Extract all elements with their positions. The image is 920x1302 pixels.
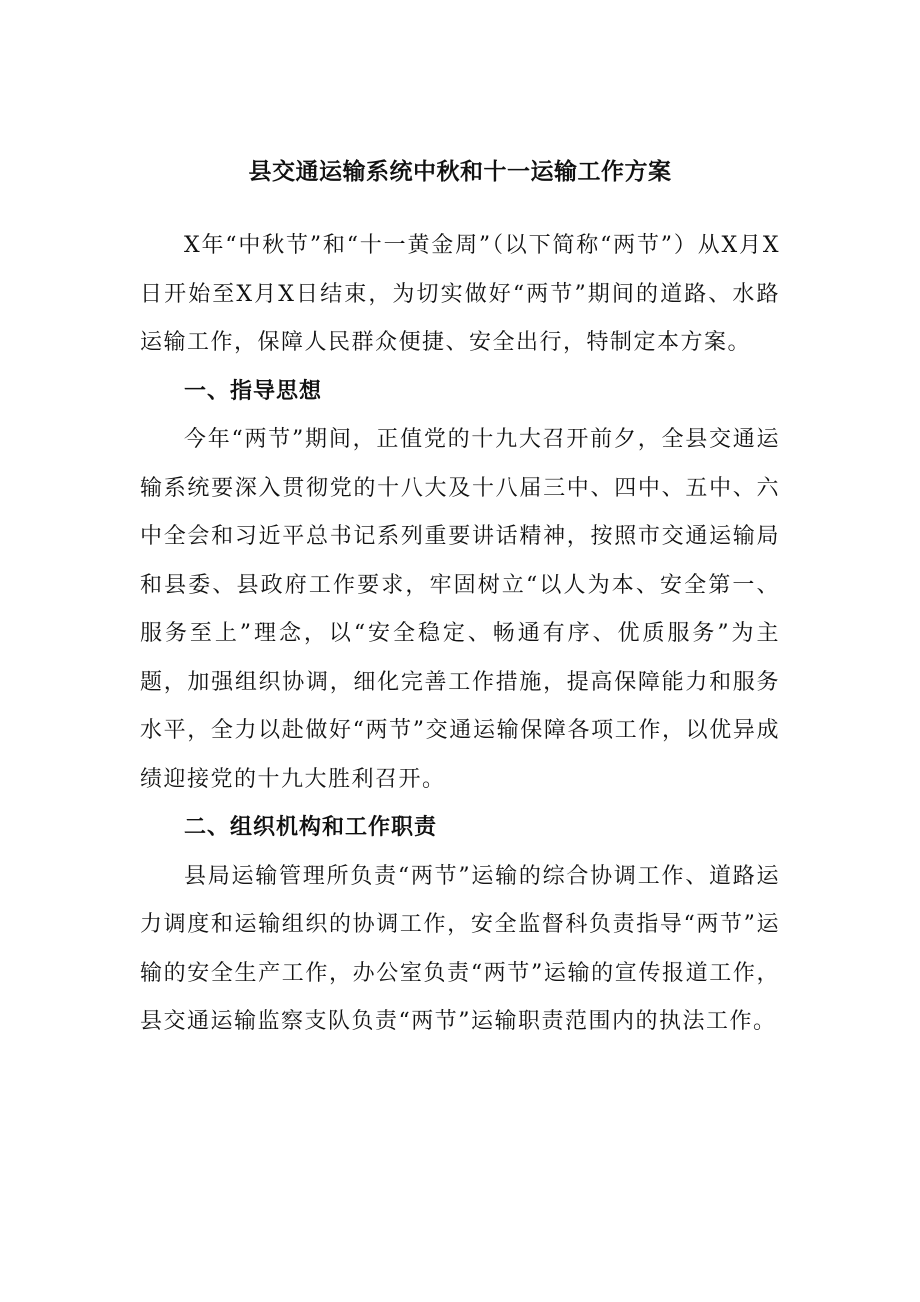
intro-paragraph: X年“中秋节”和“十一黄金周”（以下简称“两节”）从X月X日开始至X月X日结束，为切实做好“两节”期间的道路、水路运输工作，保障人民群众便捷、安全出行，特制定本方案。 (140, 233, 780, 355)
document-page (140, 148, 780, 1047)
section-heading-guiding-ideology: 一、指导思想 (184, 378, 323, 404)
section-body-organization-duties: 县局运输管理所负责“两节”运输的综合协调工作、道路运力调度和运输组织的协调工作，安全监督科负责指导“两节”运输的安全生产工作，办公室负责“两节”运输的宣传报道工作，县交通运输监察支队负责“两节”运输职责范围内的执法工作。 (140, 863, 780, 1034)
section-heading-organization-duties: 二、组织机构和工作职责 (184, 815, 438, 840)
document-title: 县交通运输系统中秋和十一运输工作方案 (248, 159, 672, 185)
section-body-guiding-ideology: 今年“两节”期间，正值党的十九大召开前夕，全县交通运输系统要深入贯彻党的十八大及十八届三中、四中、五中、六中全会和习近平总书记系列重要讲话精神，按照市交通运输局和县委、县政府工作要求，牢固树立“以人为本、安全第一、服务至上”理念，以“安全稳定、畅通有序、优质服务”为主题，加强组织协调，细化完善工作措施，提高保障能力和服务水平，全力以赴做好“两节”交通运输保障各项工作，以优异成绩迎接党的十九大胜利召开。 (140, 427, 780, 792)
